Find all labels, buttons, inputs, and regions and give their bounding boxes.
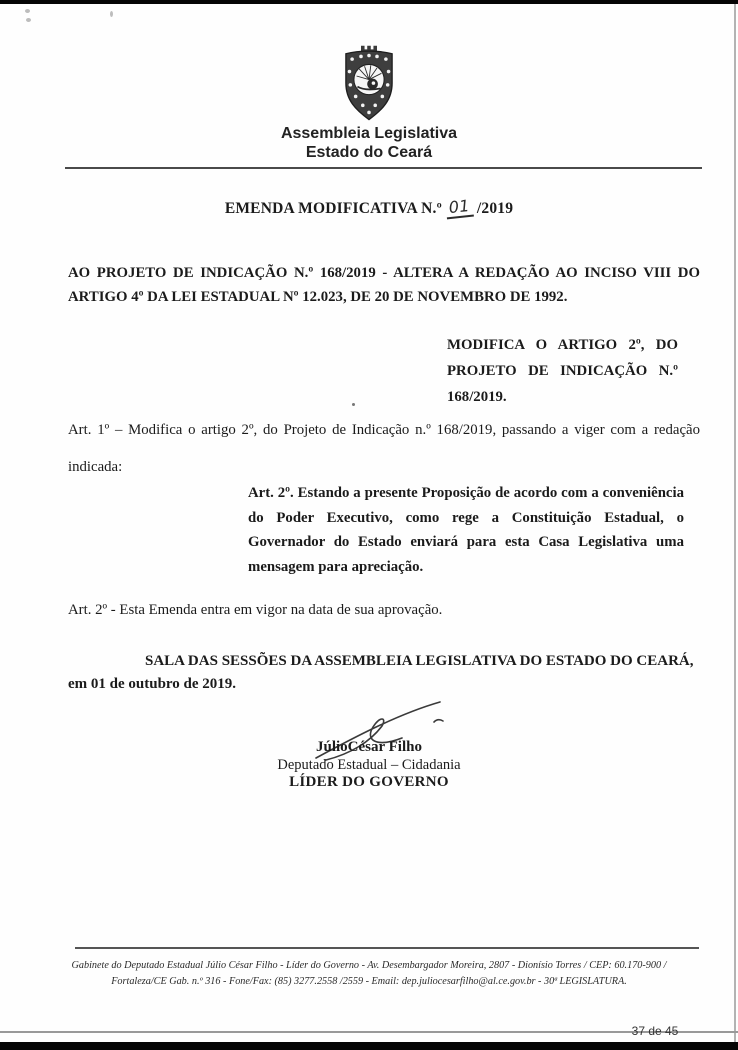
page-indicator: 37 de 45 <box>631 1024 679 1038</box>
scan-artifact-right-edge <box>734 4 736 1042</box>
ceara-coat-of-arms-icon <box>334 44 404 124</box>
org-name: Assembleia Legislativa <box>280 125 458 142</box>
ementa-block: MODIFICA O ARTIGO 2º, DO PROJETO DE INDICAÇÃO N.º 168/2019. <box>447 337 678 405</box>
subject-paragraph: AO PROJETO DE INDICAÇÃO N.º 168/2019 - ALTERA A REDAÇÃO AO INCISO VIII DO ARTIGO 4º DA LEI ESTADUAL Nº 12.023, DE 20 DE NOVEMBRO DE 1992. <box>68 265 700 305</box>
article-1-paragraph: Art. 1º – Modifica o artigo 2º, do Projeto de Indicação n.º 168/2019, passando a viger com a redação indicada: <box>68 422 700 475</box>
article-2-paragraph: Art. 2º - Esta Emenda entra em vigor na data de sua aprovação. <box>68 602 443 618</box>
signature-block <box>219 739 519 792</box>
quoted-article-block: Art. 2º. Estando a presente Proposição de acordo com a conveniência do Poder Executivo, como rege a Constituição Estadual, o Governador do Estado enviará para esta Casa Legislativa uma mensagem para apreciação. <box>248 485 684 575</box>
document-title <box>54 195 684 219</box>
scan-speck <box>26 18 31 22</box>
signer-role: Deputado Estadual – Cidadania <box>277 756 461 773</box>
scan-artifact-bottom-bar <box>0 1042 738 1050</box>
org-state: Estado do Ceará <box>305 144 433 161</box>
footer-address <box>49 958 689 990</box>
footer-line-1: Gabinete do Deputado Estadual Júlio César Filho - Líder do Governo - Av. Desembargador Moreira, 2807 - Dionísio Torres / CEP: 60.170-900 / <box>71 960 667 971</box>
signer-title: LÍDER DO GOVERNO <box>289 774 449 790</box>
handwritten-number: 01 <box>445 196 474 220</box>
header-divider <box>65 167 702 169</box>
scan-artifact-top-bar <box>0 0 738 4</box>
scan-speck <box>352 403 355 406</box>
title-suffix: /2019 <box>476 200 514 217</box>
footer-line-2: Fortaleza/CE Gab. n.º 316 - Fone/Fax: (85) 3277.2558 /2559 - Email: dep.juliocesarfilho@al.ce.gov.br - 30ª LEGISLATURA. <box>111 976 627 987</box>
closing-paragraph: SALA DAS SESSÕES DA ASSEMBLEIA LEGISLATIVA DO ESTADO DO CEARÁ, em 01 de outubro de 2019. <box>68 653 694 692</box>
scan-speck <box>110 11 113 17</box>
footer-divider <box>75 947 699 949</box>
signer-name: JúlioCésar Filho <box>316 739 422 755</box>
header-org-lines <box>54 124 684 162</box>
scan-speck <box>25 9 30 13</box>
title-prefix: EMENDA MODIFICATIVA N.º <box>224 200 442 217</box>
